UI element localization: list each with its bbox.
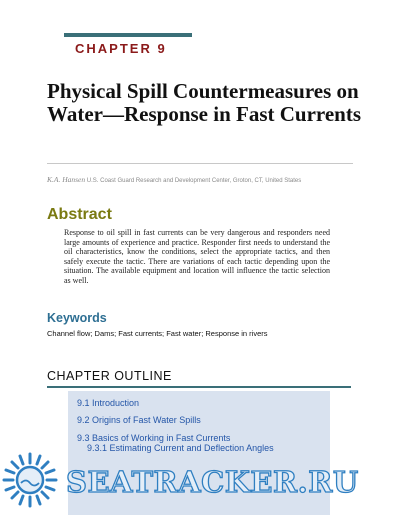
page-title: Physical Spill Countermeasures on Water—Response in Fast Currents — [47, 79, 362, 126]
outline-link-estimating-current[interactable]: 9.3.1 Estimating Current and Deflection Angles — [87, 443, 274, 453]
abstract-heading: Abstract — [47, 206, 112, 223]
outline-link-origins[interactable]: 9.2 Origins of Fast Water Spills — [77, 415, 201, 425]
author-name: K.A. Hansen — [47, 175, 86, 184]
keywords-text: Channel flow; Dams; Fast currents; Fast water; Response in rivers — [47, 329, 268, 338]
chapter-label: CHAPTER 9 — [75, 41, 167, 56]
outline-link-introduction[interactable]: 9.1 Introduction — [77, 398, 140, 408]
outline-divider — [47, 386, 351, 388]
author-affiliation: U.S. Coast Guard Research and Development Center, Groton, CT, United States — [86, 178, 302, 184]
author-line — [47, 175, 301, 184]
watermark-text: SEATRACKER.RU — [66, 465, 359, 499]
abstract-text: Response to oil spill in fast currents can be very dangerous and responders need large amounts of experience and practice. Responder first needs to understand the oil characteristics, know the conditions, select the appropriate tactics, and then safely execute the tactic. There are variations of each tactic depending upon the situation. The available equipment and location will influence the tactic selection as well. — [64, 228, 330, 285]
sun-icon — [4, 454, 56, 506]
outline-heading: CHAPTER OUTLINE — [47, 369, 172, 383]
chapter-rule — [64, 33, 192, 37]
outline-link-basics[interactable]: 9.3 Basics of Working in Fast Currents — [77, 433, 231, 443]
title-divider — [47, 163, 353, 164]
keywords-heading: Keywords — [47, 311, 107, 325]
